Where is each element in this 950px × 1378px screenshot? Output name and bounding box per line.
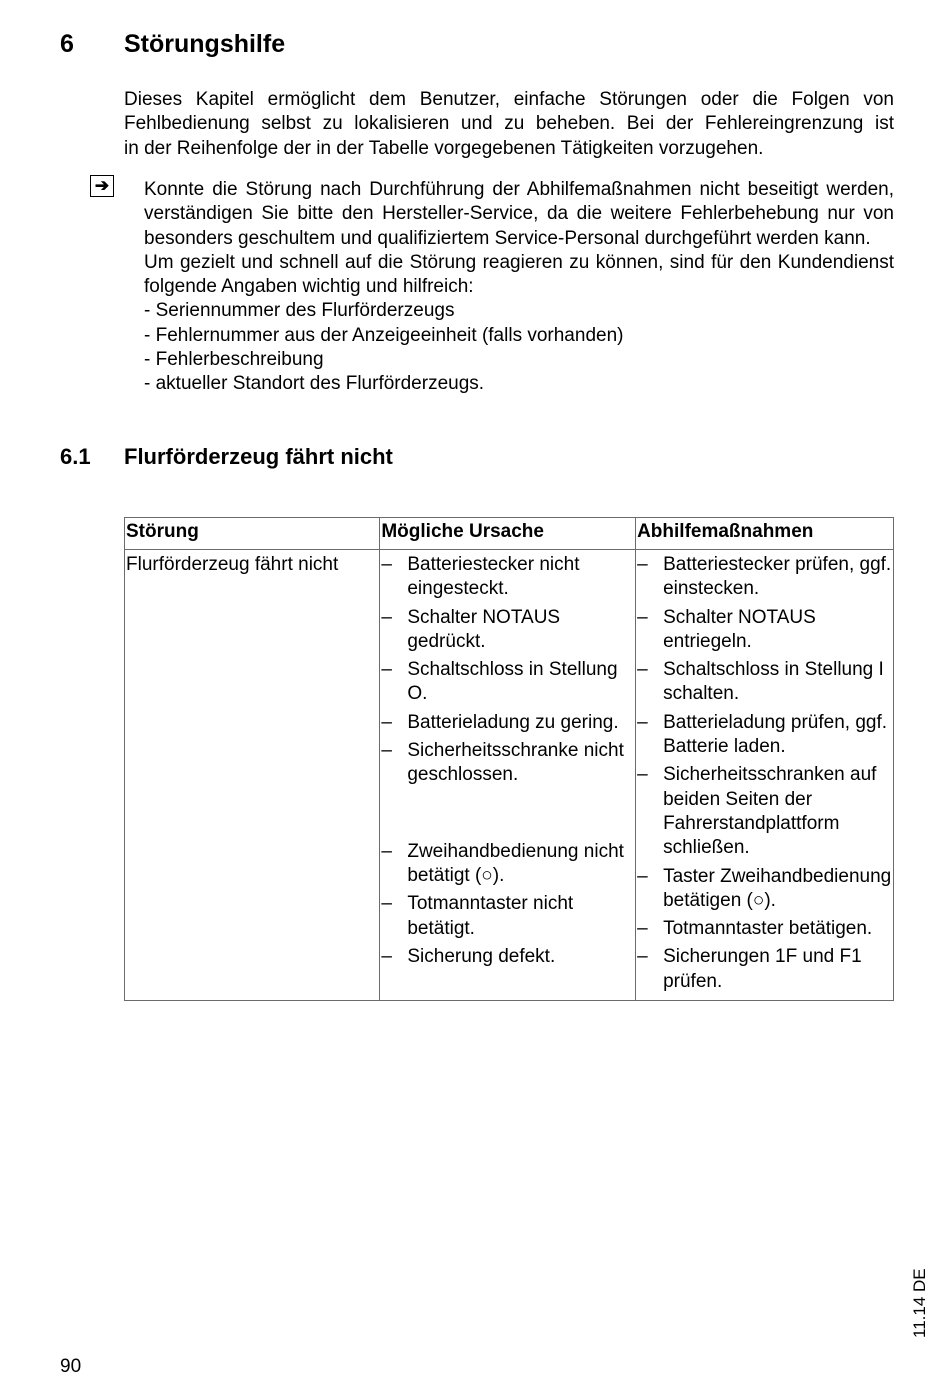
fault-text: Flurförderzeug fährt nicht <box>126 554 339 575</box>
table-row <box>125 550 894 1001</box>
dash-marker: – <box>381 711 392 733</box>
column-header-remedy: Abhilfemaßnahmen <box>636 518 894 550</box>
intro-line: Dieses Kapitel ermöglicht dem Benutzer, einfache Störungen oder die Folgen von <box>124 89 894 110</box>
intro-line: in der Reihenfolge der in der Tabelle vorgegebenen Tätigkeiten vorzugehen. <box>124 137 764 159</box>
dash-marker: – <box>381 659 392 681</box>
page-number: 90 <box>60 1356 82 1377</box>
remedy-item <box>637 763 892 860</box>
cause-text: Batteriestecker nicht eingesteckt. <box>407 554 580 600</box>
remedy-item <box>637 606 892 655</box>
dash-marker: – <box>381 554 392 575</box>
table-header-row <box>125 518 894 550</box>
dash-marker: – <box>637 659 648 681</box>
section-number: 6.1 <box>60 444 91 469</box>
dash-marker: – <box>381 840 392 862</box>
dash-marker: – <box>637 764 648 786</box>
cause-cell <box>380 550 636 1001</box>
note-list-item: - Fehlernummer aus der Anzeigeeinheit (falls vorhanden) <box>144 324 624 346</box>
cause-item <box>381 739 634 788</box>
cause-item <box>381 658 634 707</box>
cause-item <box>381 892 634 941</box>
remedy-text: Batterieladung prüfen, ggf. Batterie laden. <box>663 711 888 758</box>
cause-item <box>381 711 634 735</box>
edition-date: 11.14 DE <box>910 1268 929 1338</box>
remedy-text: Sicherheitsschranken auf beiden Seiten der Fahrerstandplattform schließen. <box>663 764 877 859</box>
cause-text: Schaltschloss in Stellung O. <box>407 659 618 705</box>
cause-item <box>381 606 634 655</box>
remedy-text: Batteriestecker prüfen, ggf. einstecken. <box>663 554 892 600</box>
cause-text: Zweihandbedienung nicht betätigt (○). <box>407 840 624 886</box>
dash-marker: – <box>381 740 392 762</box>
troubleshooting-table <box>124 517 894 1001</box>
remedy-text: Taster Zweihandbedienung betätigen (○). <box>663 865 892 911</box>
dash-marker: – <box>381 945 392 967</box>
remedy-text: Sicherungen 1F und F1 prüfen. <box>663 946 862 992</box>
remedy-item <box>637 945 892 994</box>
column-header-cause: Mögliche Ursache <box>380 518 636 550</box>
dash-marker: – <box>637 946 648 968</box>
remedy-item <box>637 865 892 914</box>
intro-paragraph <box>124 88 894 161</box>
cause-text: Batterieladung zu gering. <box>407 711 619 733</box>
dash-marker: – <box>637 554 648 575</box>
dash-marker: – <box>637 606 648 628</box>
dash-marker: – <box>381 606 392 628</box>
chapter-title: Störungshilfe <box>124 30 286 58</box>
column-header-fault: Störung <box>125 518 380 550</box>
cause-item <box>381 840 634 889</box>
cause-text: Schalter NOTAUS gedrückt. <box>407 606 561 652</box>
dash-marker: – <box>637 711 648 733</box>
cause-item <box>381 553 634 602</box>
remedy-text: Schaltschloss in Stellung I schalten. <box>663 659 884 705</box>
arrow-right-icon: ➔ <box>90 175 114 197</box>
cause-text: Totmanntaster nicht betätigt. <box>407 893 574 939</box>
remedy-item <box>637 553 892 602</box>
note-list-item: - Seriennummer des Flurförderzeugs <box>144 300 455 322</box>
cause-item <box>381 945 634 969</box>
cause-text: Sicherung defekt. <box>407 945 556 967</box>
note-list-item: - aktueller Standort des Flurförderzeugs. <box>144 373 485 395</box>
remedy-cell <box>636 550 894 1001</box>
remedy-item <box>637 658 892 707</box>
dash-marker: – <box>637 865 648 887</box>
remedy-item <box>637 917 892 941</box>
dash-marker: – <box>381 893 392 915</box>
note-paragraph-service: Konnte die Störung nach Durchführung der Abhilfemaßnahmen nicht beseitigt werden, verständigen Sie bitte den Hersteller-Service, da die weitere Fehlerbehebung nur von besonders geschultem und qualifiziertem Service-Personal durchgeführt werden kann. <box>144 179 894 249</box>
note-list-item: - Fehlerbeschreibung <box>144 349 324 371</box>
intro-line: Fehlbedienung selbst zu lokalisieren und zu beheben. Bei der Fehlereingrenzung ist <box>124 113 894 135</box>
remedy-text: Schalter NOTAUS entriegeln. <box>663 606 816 652</box>
dash-marker: – <box>637 918 648 940</box>
section-title: Flurförderzeug fährt nicht <box>124 444 393 469</box>
remedy-item <box>637 711 892 760</box>
cause-text: Sicherheitsschranke nicht geschlossen. <box>407 740 624 786</box>
chapter-number: 6 <box>60 30 74 58</box>
note-paragraph-info: Um gezielt und schnell auf die Störung reagieren zu können, sind für den Kundendienst folgende Angaben wichtig und hilfreich: <box>144 251 894 298</box>
remedy-text: Totmanntaster betätigen. <box>663 918 873 940</box>
fault-cell <box>125 550 380 1001</box>
note-block <box>144 178 894 397</box>
